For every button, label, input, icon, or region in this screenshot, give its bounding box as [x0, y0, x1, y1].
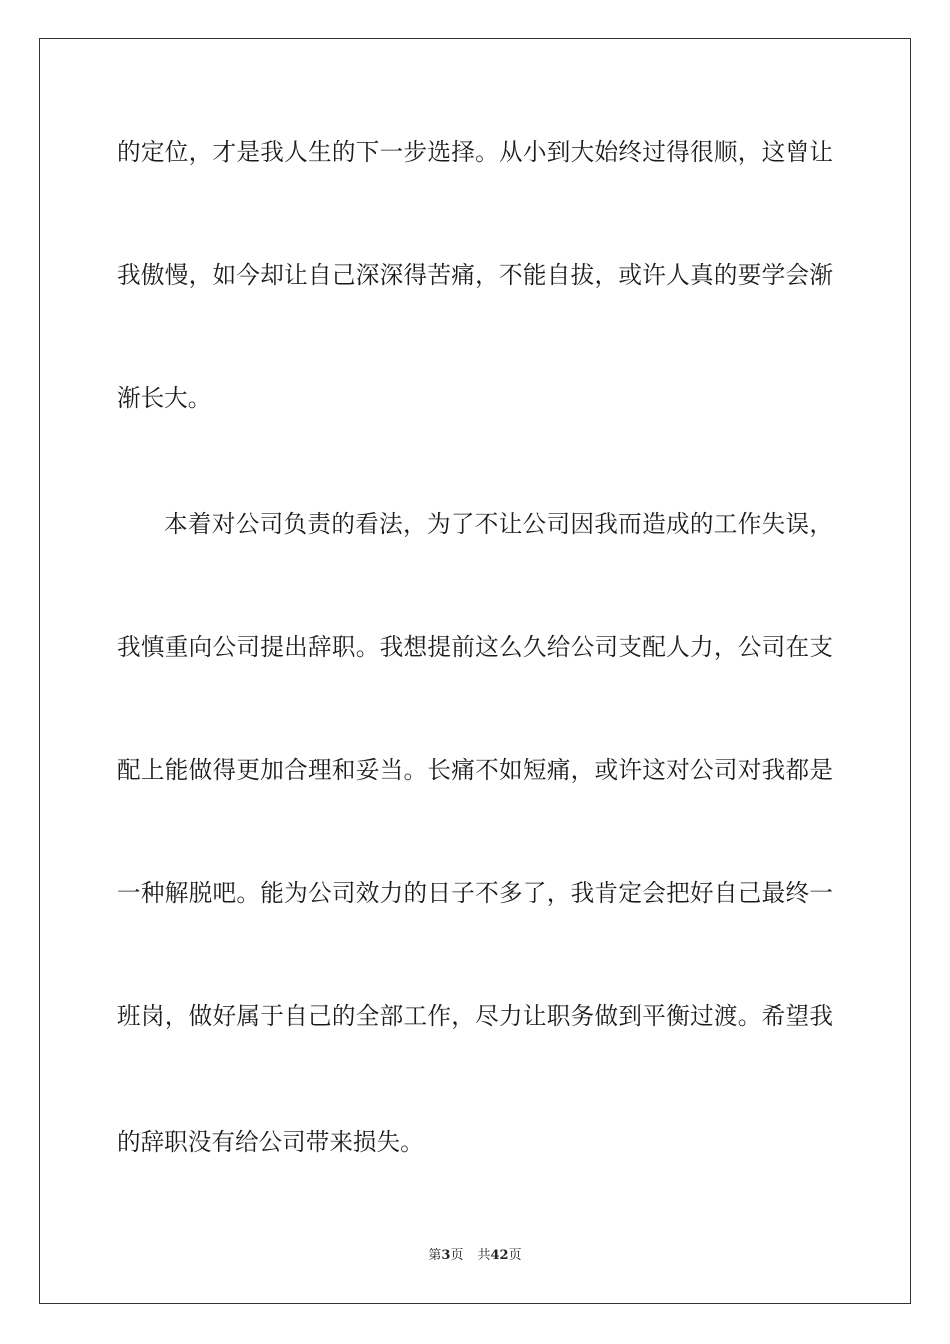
body-line-5: 我慎重向公司提出辞职。我想提前这么久给公司支配人力，公司在支 [117, 633, 833, 661]
body-line-7: 一种解脱吧。能为公司效力的日子不多了，我肯定会把好自己最终一 [117, 879, 833, 907]
body-line-1: 的定位，才是我人生的下一步选择。从小到大始终过得很顺，这曾让 [117, 138, 833, 166]
page-total: 42 [490, 1248, 509, 1263]
total-suffix: 页 [508, 1248, 522, 1263]
body-line-9: 的辞职没有给公司带来损失。 [117, 1128, 424, 1156]
page-prefix: 第 [428, 1248, 442, 1263]
body-line-6: 配上能做得更加合理和妥当。长痛不如短痛，或许这对公司对我都是 [117, 756, 833, 784]
page-footer [0, 1247, 950, 1265]
body-line-8: 班岗，做好属于自己的全部工作，尽力让职务做到平衡过渡。希望我 [117, 1002, 833, 1030]
total-prefix: 共 [477, 1248, 491, 1263]
page-suffix: 页 [450, 1248, 464, 1263]
page-border [39, 38, 911, 1304]
body-line-4: 本着对公司负责的看法，为了不让公司因我而造成的工作失误， [164, 510, 833, 538]
body-line-3: 渐长大。 [117, 384, 212, 412]
page-current: 3 [441, 1248, 451, 1263]
body-line-2: 我傲慢，如今却让自己深深得苦痛，不能自拔，或许人真的要学会渐 [117, 261, 833, 289]
